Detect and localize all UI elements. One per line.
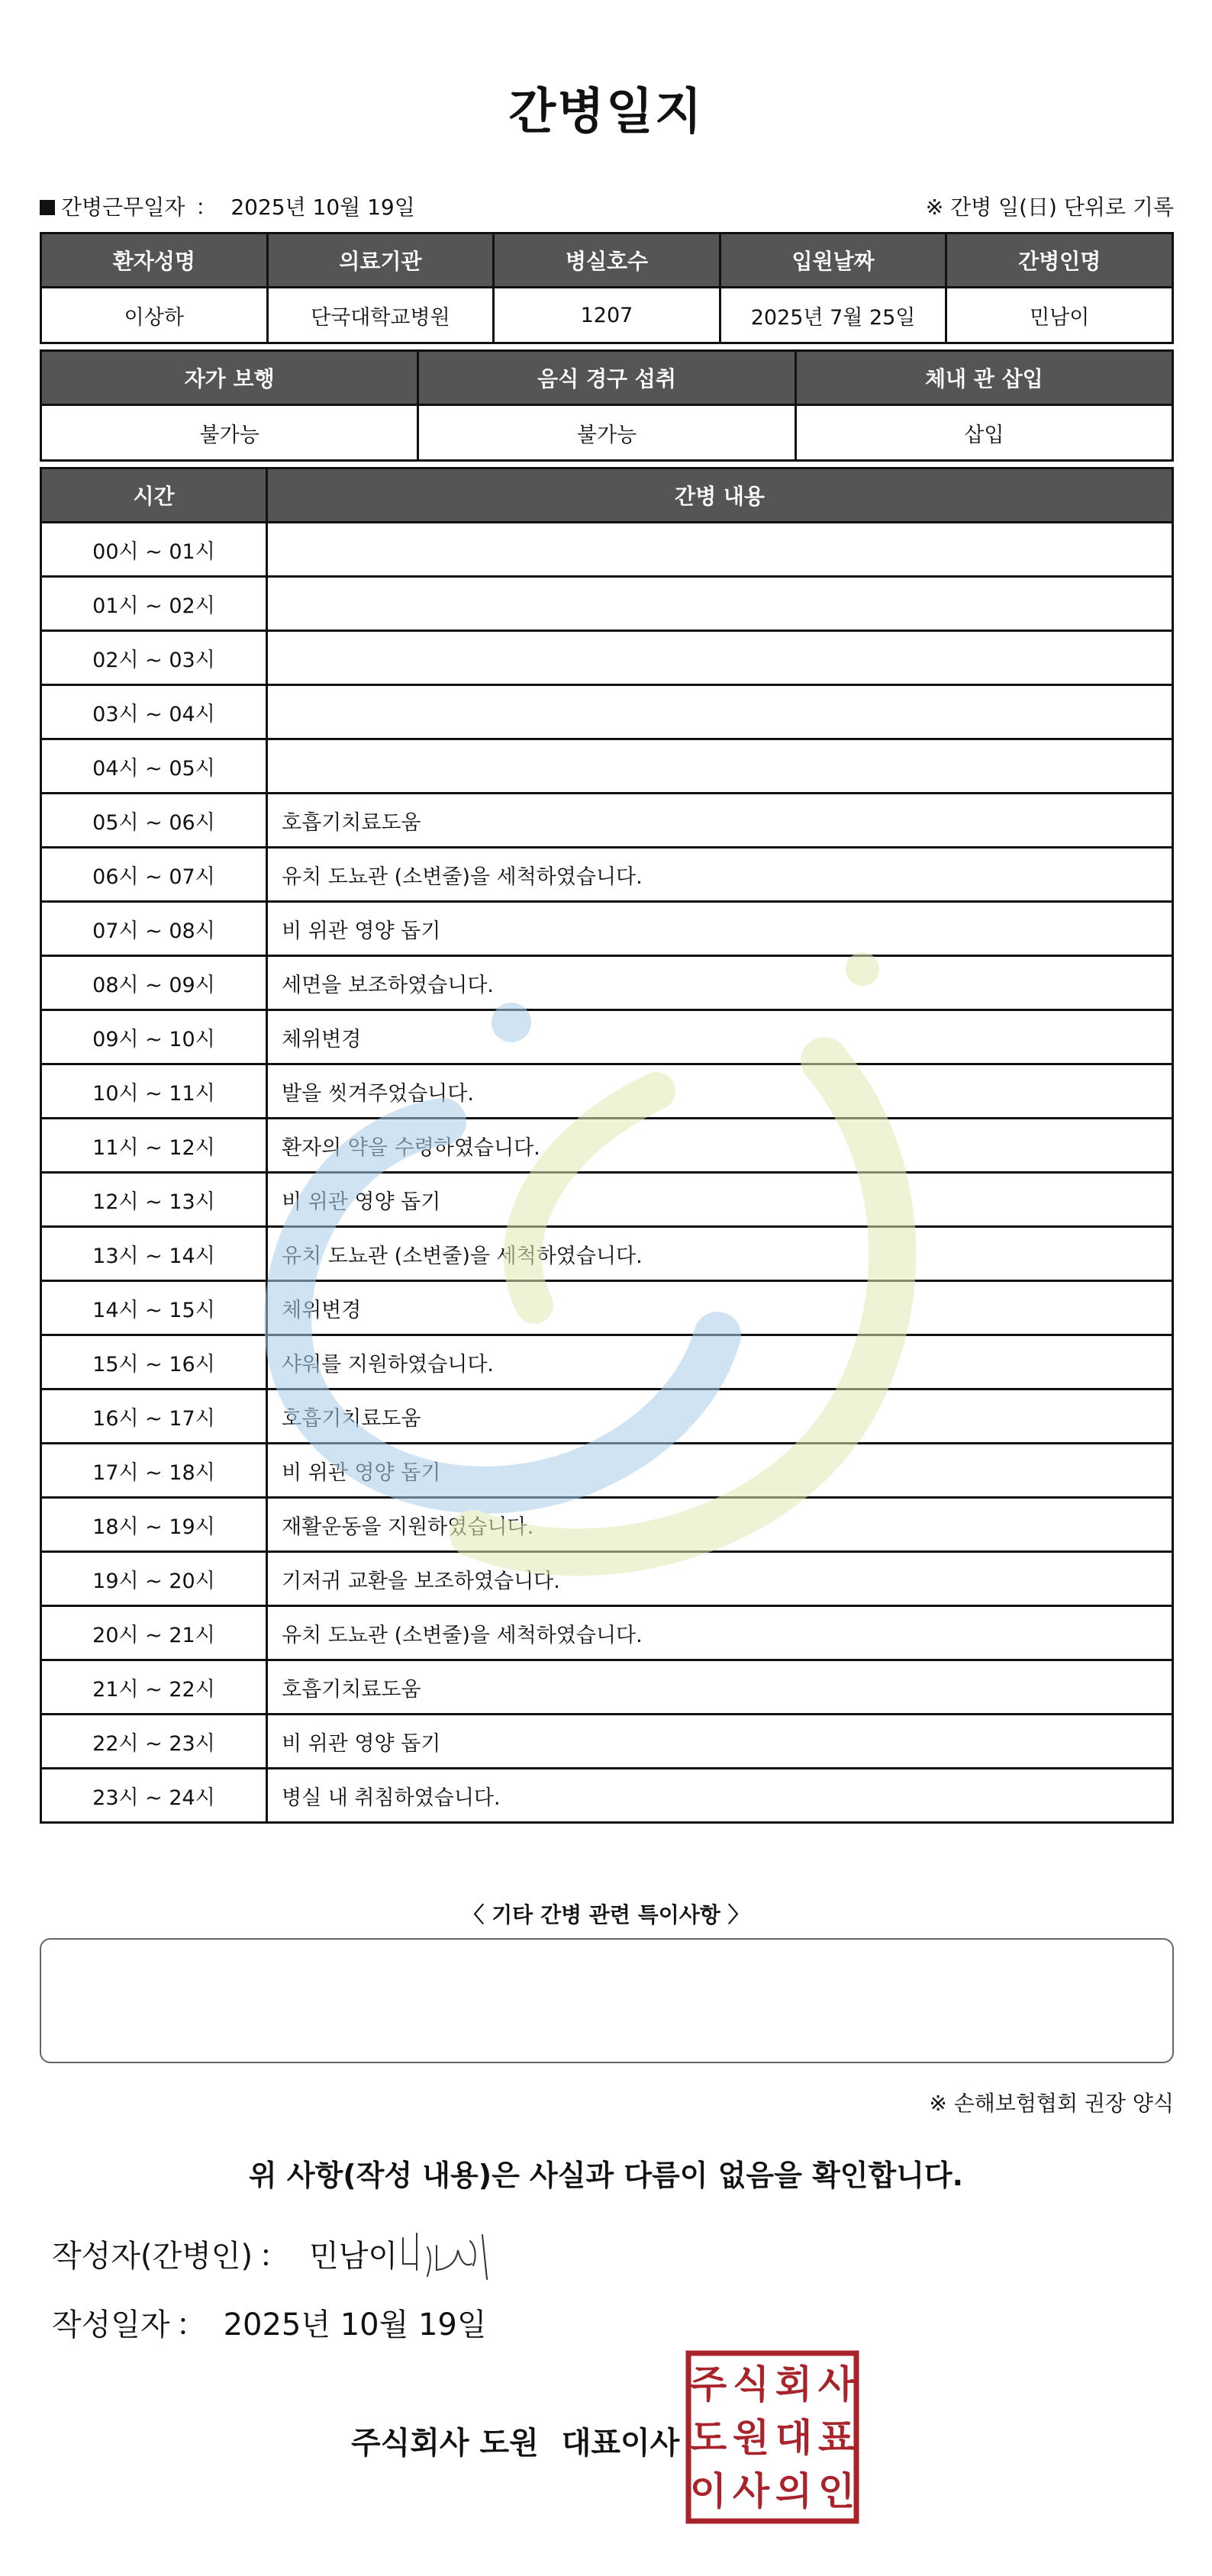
care-log-row	[41, 1335, 1173, 1389]
header-admission-date: 입원날짜	[720, 233, 946, 288]
care-log-content	[267, 577, 1173, 631]
care-log-row	[41, 1010, 1173, 1064]
care-log-time: 05시 ~ 06시	[41, 794, 267, 848]
company-name: 주식회사 도원	[351, 2426, 539, 2461]
care-log-row	[41, 1769, 1173, 1823]
header-room-number: 병실호수	[494, 233, 720, 288]
care-log-time: 22시 ~ 23시	[41, 1715, 267, 1769]
care-log-row	[41, 1606, 1173, 1660]
care-log-row	[41, 1444, 1173, 1498]
care-log-time: 08시 ~ 09시	[41, 956, 267, 1010]
patient-info-table	[40, 232, 1174, 344]
tube-insertion-value: 삽입	[795, 405, 1172, 461]
writer-colon: ：	[259, 2239, 290, 2274]
work-date	[40, 191, 415, 221]
writer-label: 작성자(간병인)	[52, 2239, 253, 2274]
care-log-content: 재활운동을 지원하였습니다.	[267, 1498, 1173, 1552]
care-log-row	[41, 1552, 1173, 1606]
patient-info-value-row	[41, 288, 1173, 343]
care-log-time: 11시 ~ 12시	[41, 1119, 267, 1173]
self-walking-value: 불가능	[41, 405, 418, 461]
care-log-table	[40, 467, 1174, 1824]
care-log-time: 00시 ~ 01시	[41, 523, 267, 577]
header-time: 시간	[41, 469, 267, 523]
care-log-row	[41, 956, 1173, 1010]
care-log-time: 20시 ~ 21시	[41, 1606, 267, 1660]
care-log-time: 03시 ~ 04시	[41, 685, 267, 739]
work-date-value: 2025년 10월 19일	[230, 195, 415, 220]
care-log-time: 12시 ~ 13시	[41, 1173, 267, 1227]
care-log-content: 기저귀 교환을 보조하였습니다.	[267, 1552, 1173, 1606]
care-log-content	[267, 685, 1173, 739]
care-log-content: 샤워를 지원하였습니다.	[267, 1335, 1173, 1389]
recommend-form-note: ※ 손해보험협회 권장 양식	[929, 2091, 1174, 2116]
care-log-content: 비 위관 영양 돕기	[267, 1173, 1173, 1227]
work-date-label: 간병근무일자	[61, 195, 185, 220]
care-log-row	[41, 794, 1173, 848]
care-log-time: 07시 ~ 08시	[41, 902, 267, 956]
seal-glyph: 도	[689, 2416, 727, 2460]
care-log-content: 환자의 약을 수령하였습니다.	[267, 1119, 1173, 1173]
care-status-table	[40, 349, 1174, 462]
seal-glyph: 대	[775, 2416, 813, 2460]
care-log-content: 비 위관 영양 돕기	[267, 1715, 1173, 1769]
care-log-content: 유치 도뇨관 (소변줄)을 세척하였습니다.	[267, 848, 1173, 902]
care-log-header-row	[41, 469, 1173, 523]
handwritten-signature	[397, 2224, 511, 2285]
written-date-value: 2025년 10월 19일	[223, 2307, 487, 2343]
header-tube-insertion: 체내 관 삽입	[795, 351, 1172, 405]
care-log-content: 체위변경	[267, 1281, 1173, 1335]
written-date-line	[52, 2301, 487, 2344]
care-log-row	[41, 685, 1173, 739]
care-log-time: 23시 ~ 24시	[41, 1769, 267, 1823]
writer-line	[52, 2232, 398, 2275]
admission-date-value: 2025년 7월 25일	[720, 288, 946, 343]
care-log-content: 호흡기치료도움	[267, 1389, 1173, 1444]
care-status-value-row	[41, 405, 1173, 461]
seal-glyph: 회	[775, 2362, 813, 2407]
care-log-content: 체위변경	[267, 1010, 1173, 1064]
header-oral-intake: 음식 경구 섭취	[418, 351, 795, 405]
care-log-content: 유치 도뇨관 (소변줄)을 세척하였습니다.	[267, 1606, 1173, 1660]
record-unit-note: ※ 간병 일(日) 단위로 기록	[925, 195, 1174, 220]
header-caregiver-name: 간병인명	[946, 233, 1173, 288]
care-log-content: 호흡기치료도움	[267, 1660, 1173, 1715]
care-log-content: 비 위관 영양 돕기	[267, 1444, 1173, 1498]
room-number-value: 1207	[494, 288, 720, 343]
writer-name: 민남이	[309, 2239, 398, 2274]
care-log-row	[41, 1660, 1173, 1715]
care-log-row	[41, 902, 1173, 956]
care-log-time: 06시 ~ 07시	[41, 848, 267, 902]
care-log-row	[41, 739, 1173, 794]
care-log-time: 10시 ~ 11시	[41, 1064, 267, 1119]
seal-glyph: 주	[689, 2362, 727, 2407]
special-notes-box	[40, 1938, 1174, 2063]
seal-glyph: 원	[732, 2416, 770, 2460]
care-log-content: 세면을 보조하였습니다.	[267, 956, 1173, 1010]
patient-name-value: 이상하	[41, 288, 268, 343]
care-log-row	[41, 631, 1173, 685]
care-log-content: 유치 도뇨관 (소변줄)을 세척하였습니다.	[267, 1227, 1173, 1281]
care-log-time: 17시 ~ 18시	[41, 1444, 267, 1498]
written-date-label: 작성일자	[52, 2307, 170, 2343]
care-log-time: 13시 ~ 14시	[41, 1227, 267, 1281]
seal-glyph: 사	[732, 2469, 770, 2513]
header-care-content: 간병 내용	[267, 469, 1173, 523]
care-log-row	[41, 848, 1173, 902]
seal-glyph: 이	[689, 2469, 727, 2513]
header-self-walking: 자가 보행	[41, 351, 418, 405]
care-log-time: 21시 ~ 22시	[41, 1660, 267, 1715]
care-log-row	[41, 1064, 1173, 1119]
care-log-row	[41, 1281, 1173, 1335]
header-hospital: 의료기관	[267, 233, 494, 288]
written-date-colon: ：	[176, 2307, 207, 2343]
seal-glyph: 표	[817, 2416, 856, 2460]
care-log-row	[41, 1389, 1173, 1444]
care-log-content	[267, 523, 1173, 577]
seal-glyph: 사	[817, 2362, 856, 2407]
care-log-content: 비 위관 영양 돕기	[267, 902, 1173, 956]
care-log-content	[267, 739, 1173, 794]
seal-glyph: 식	[732, 2362, 770, 2407]
care-log-body	[41, 523, 1173, 1823]
company-line	[351, 2419, 679, 2462]
care-log-row	[41, 1173, 1173, 1227]
care-log-row	[41, 1119, 1173, 1173]
care-log-time: 19시 ~ 20시	[41, 1552, 267, 1606]
confirmation-statement: 위 사항(작성 내용)은 사실과 다름이 없음을 확인합니다.	[248, 2159, 964, 2192]
company-title: 대표이사	[561, 2426, 680, 2461]
hospital-value: 단국대학교병원	[267, 288, 494, 343]
care-log-time: 04시 ~ 05시	[41, 739, 267, 794]
care-log-content: 발을 씻겨주었습니다.	[267, 1064, 1173, 1119]
care-log-row	[41, 523, 1173, 577]
care-status-header-row	[41, 351, 1173, 405]
special-notes-title: 〈 기타 간병 관련 특이사항 〉	[463, 1902, 749, 1927]
care-log-time: 02시 ~ 03시	[41, 631, 267, 685]
care-log-content: 호흡기치료도움	[267, 794, 1173, 848]
oral-intake-value: 불가능	[418, 405, 795, 461]
care-log-time: 14시 ~ 15시	[41, 1281, 267, 1335]
header-patient-name: 환자성명	[41, 233, 268, 288]
work-date-separator: ：	[195, 195, 218, 220]
care-log-time: 18시 ~ 19시	[41, 1498, 267, 1552]
care-log-time: 16시 ~ 17시	[41, 1389, 267, 1444]
care-log-row	[41, 1227, 1173, 1281]
company-seal-stamp	[685, 2350, 859, 2524]
care-log-time: 09시 ~ 10시	[41, 1010, 267, 1064]
patient-info-header-row	[41, 233, 1173, 288]
care-log-row	[41, 577, 1173, 631]
page-title: 간병일지	[508, 84, 704, 140]
care-log-row	[41, 1715, 1173, 1769]
care-log-time: 01시 ~ 02시	[41, 577, 267, 631]
care-log-content: 병실 내 취침하였습니다.	[267, 1769, 1173, 1823]
care-log-time: 15시 ~ 16시	[41, 1335, 267, 1389]
care-log-row	[41, 1498, 1173, 1552]
seal-glyph: 인	[817, 2469, 856, 2513]
care-log-content	[267, 631, 1173, 685]
seal-glyph: 의	[775, 2469, 813, 2513]
square-bullet-icon	[40, 200, 55, 215]
caregiver-name-value: 민남이	[946, 288, 1173, 343]
